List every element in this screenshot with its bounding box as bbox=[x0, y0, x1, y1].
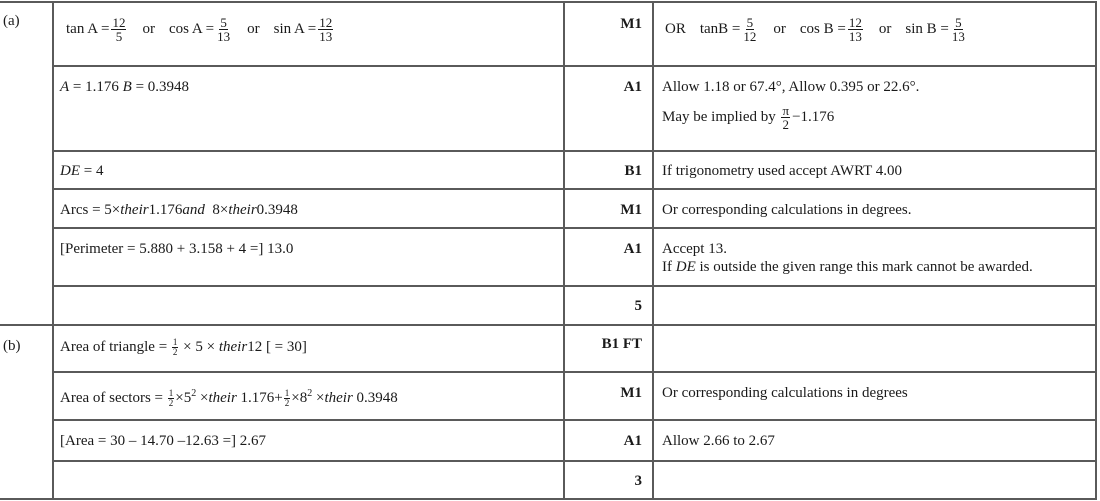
mark-a1: A1 bbox=[623, 433, 642, 449]
numerator: 12 bbox=[319, 15, 333, 30]
denominator: 13 bbox=[217, 29, 231, 44]
b-value: = 0.3948 bbox=[131, 79, 190, 95]
numerator: 5 bbox=[955, 15, 962, 30]
working-area-result: [Area = 30 – 14.70 –12.63 =] 2.67 bbox=[60, 433, 267, 449]
text: is outside the given range this mark cannot be awarded. bbox=[695, 259, 1033, 275]
column-divider-part bbox=[52, 1, 54, 500]
arc-angle-2: 0.3948 bbox=[256, 202, 298, 218]
exponent: 2 bbox=[191, 388, 197, 399]
row-divider bbox=[53, 419, 1097, 421]
denominator: 13 bbox=[319, 29, 333, 44]
half-fraction bbox=[172, 338, 179, 357]
denominator: 5 bbox=[115, 29, 123, 44]
text: 0.3948 bbox=[352, 390, 398, 406]
half-fraction bbox=[284, 389, 291, 408]
table-right-border bbox=[1095, 1, 1097, 500]
sin-a-lhs: sin A = bbox=[273, 20, 317, 37]
arcs-label: Arcs = bbox=[60, 202, 105, 218]
working-area-triangle bbox=[60, 338, 307, 357]
text: × bbox=[312, 390, 325, 406]
numerator: 5 bbox=[220, 15, 227, 30]
their-text: their bbox=[120, 202, 149, 218]
row-divider bbox=[53, 371, 1097, 373]
cos-b-fraction bbox=[848, 16, 863, 43]
numerator: π bbox=[782, 103, 790, 118]
area-sectors-label: Area of sectors = bbox=[60, 390, 167, 406]
and-text: and bbox=[182, 202, 205, 218]
arc-factor-2: 8× bbox=[212, 202, 229, 218]
working-area-sectors bbox=[60, 389, 398, 408]
guidance-line: Accept 13. bbox=[662, 241, 727, 257]
their-text: their bbox=[218, 339, 248, 355]
de-value: = 4 bbox=[80, 163, 104, 179]
row-divider bbox=[53, 150, 1097, 152]
var-a: A bbox=[60, 79, 70, 95]
guidance-implied-line bbox=[662, 104, 919, 131]
mark-a1: A1 bbox=[623, 241, 642, 257]
var-de: DE bbox=[675, 259, 696, 275]
sin-b-fraction bbox=[951, 16, 966, 43]
var-b: B bbox=[122, 79, 132, 95]
guidance-trig-awrt: If trigonometry used accept AWRT 4.00 bbox=[662, 163, 903, 179]
cos-b-lhs: cos B = bbox=[799, 20, 846, 37]
text: If bbox=[662, 259, 676, 275]
text: 1.176+ bbox=[236, 390, 283, 406]
tan-b-lhs: tanB = bbox=[699, 20, 741, 37]
row-divider bbox=[53, 188, 1097, 190]
numerator: 1 bbox=[284, 388, 290, 399]
total-marks-b: 3 bbox=[634, 473, 642, 489]
total-marks-a: 5 bbox=[634, 298, 642, 314]
mark-m1: M1 bbox=[620, 202, 642, 218]
text: ×5 bbox=[175, 390, 192, 406]
tan-a-lhs: tan A = bbox=[66, 20, 110, 37]
working-perimeter: [Perimeter = 5.880 + 3.158 + 4 =] 13.0 bbox=[60, 241, 294, 257]
implied-prefix: May be implied by bbox=[662, 108, 776, 125]
numerator: 12 bbox=[112, 15, 126, 30]
a-value: = 1.176 bbox=[69, 79, 123, 95]
denominator: 2 bbox=[168, 398, 174, 409]
text: × 5 × bbox=[179, 339, 219, 355]
denominator: 2 bbox=[172, 347, 178, 358]
mark-a1: A1 bbox=[623, 79, 642, 95]
guidance-line: Allow 1.18 or 67.4°, Allow 0.395 or 22.6°. bbox=[662, 79, 920, 95]
sin-b-lhs: sin B = bbox=[905, 20, 949, 37]
or-text: or bbox=[773, 20, 786, 37]
exponent: 2 bbox=[307, 388, 313, 399]
working-trig-ratios-a bbox=[66, 16, 335, 43]
working-angle-values bbox=[60, 78, 189, 96]
or-prefix: OR bbox=[665, 20, 686, 37]
cos-a-lhs: cos A = bbox=[168, 20, 215, 37]
tan-b-fraction bbox=[742, 16, 757, 43]
table-top-border bbox=[0, 1, 1097, 3]
denominator: 13 bbox=[848, 29, 862, 44]
text: ×8 bbox=[291, 390, 308, 406]
their-text: their bbox=[208, 390, 237, 406]
working-arcs bbox=[60, 201, 298, 219]
text: 12 [ = 30] bbox=[247, 339, 307, 355]
guidance-accept-13 bbox=[662, 240, 1033, 276]
implied-suffix: −1.176 bbox=[792, 108, 835, 125]
part-label-b: (b) bbox=[3, 338, 21, 354]
guidance-trig-ratios-b bbox=[665, 16, 968, 43]
mark-b1: B1 bbox=[624, 163, 642, 179]
their-text: their bbox=[228, 202, 257, 218]
denominator: 12 bbox=[743, 29, 757, 44]
half-fraction bbox=[168, 389, 175, 408]
or-text: or bbox=[247, 20, 260, 37]
cos-a-fraction bbox=[216, 16, 231, 43]
denominator: 2 bbox=[782, 117, 790, 132]
row-divider bbox=[53, 285, 1097, 287]
numerator: 1 bbox=[168, 388, 174, 399]
working-de bbox=[60, 162, 103, 180]
pi-over-2-fraction bbox=[781, 104, 790, 131]
mark-m1: M1 bbox=[620, 385, 642, 401]
row-divider bbox=[53, 65, 1097, 67]
area-triangle-label: Area of triangle = bbox=[60, 339, 171, 355]
guidance-degrees: Or corresponding calculations in degrees. bbox=[662, 202, 912, 218]
guidance-degrees: Or corresponding calculations in degrees bbox=[662, 385, 908, 401]
denominator: 2 bbox=[284, 398, 290, 409]
mark-b1-ft: B1 FT bbox=[601, 336, 642, 352]
numerator: 12 bbox=[848, 15, 862, 30]
row-divider bbox=[53, 460, 1097, 462]
their-text: their bbox=[324, 390, 353, 406]
part-label-a: (a) bbox=[3, 13, 20, 29]
table-bottom-border bbox=[0, 498, 1097, 500]
part-divider bbox=[0, 324, 1097, 326]
guidance-line bbox=[662, 258, 1033, 276]
or-text: or bbox=[878, 20, 892, 37]
numerator: 1 bbox=[172, 337, 178, 348]
guidance-allow-angles bbox=[662, 78, 919, 131]
arc-factor-1: 5× bbox=[104, 202, 121, 218]
numerator: 5 bbox=[746, 15, 754, 30]
mark-m1: M1 bbox=[620, 16, 642, 32]
arc-angle-1: 1.176 bbox=[148, 202, 183, 218]
row-divider bbox=[53, 227, 1097, 229]
or-text: or bbox=[142, 20, 155, 37]
tan-a-fraction bbox=[111, 16, 126, 43]
var-de: DE bbox=[60, 163, 80, 179]
denominator: 13 bbox=[951, 29, 965, 44]
guidance-allow-range: Allow 2.66 to 2.67 bbox=[662, 433, 775, 449]
column-divider-mark bbox=[652, 1, 654, 500]
text: × bbox=[196, 390, 209, 406]
sin-a-fraction bbox=[318, 16, 333, 43]
